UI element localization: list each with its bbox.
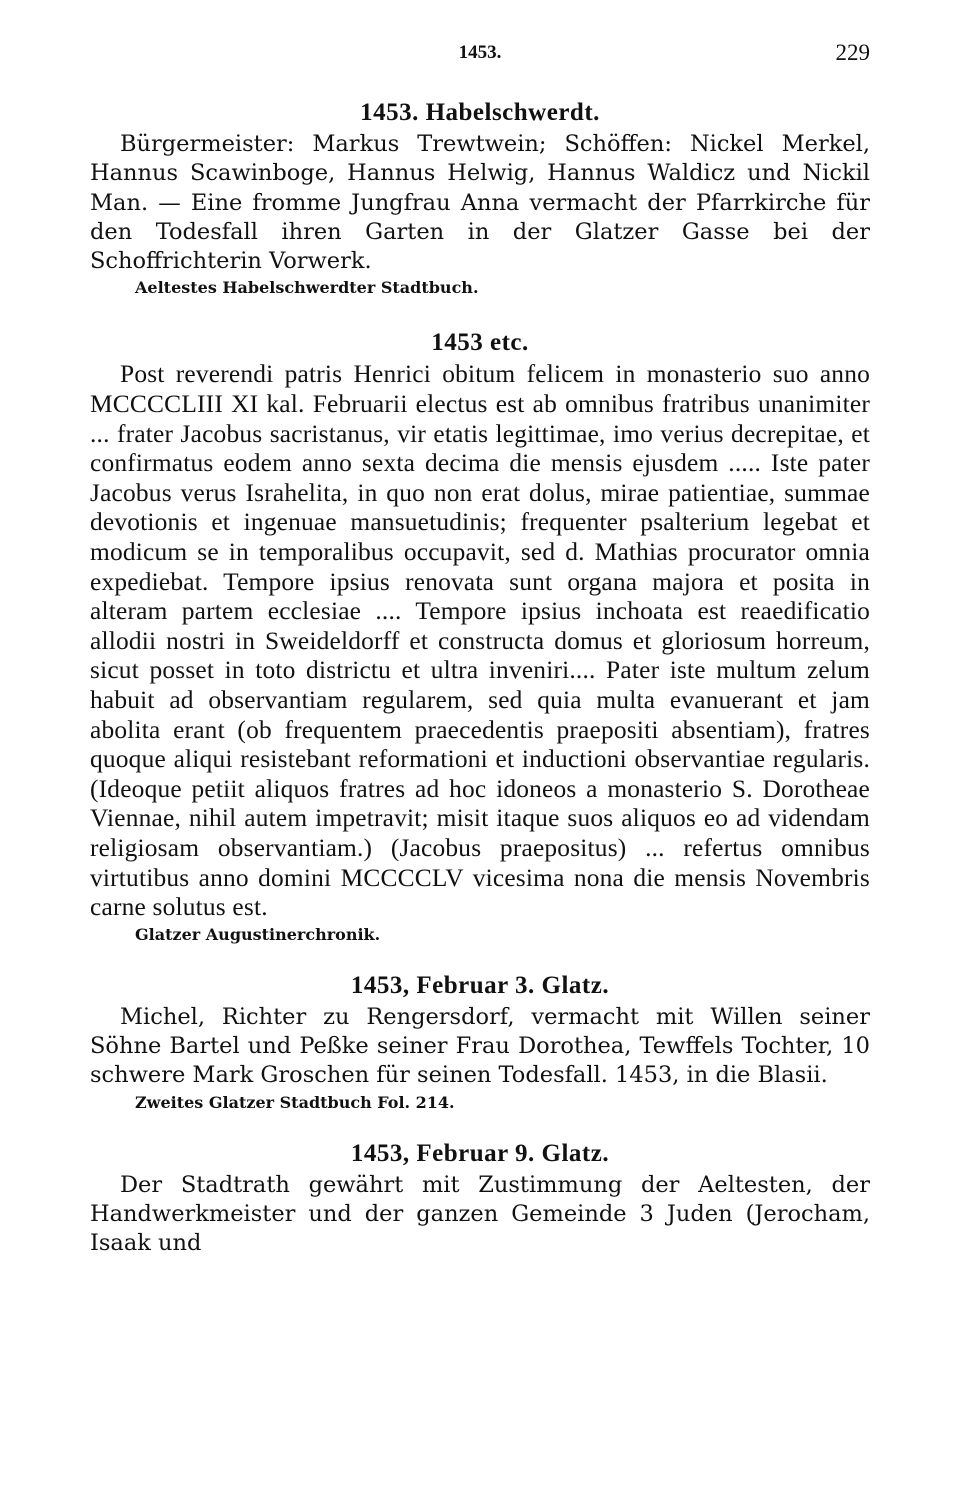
entry-text-habelschwerdt: Bürgermeister: Markus Trewtwein; Schöffen: Nickel Merkel, Hannus Scawinboge, Hannus Helwig, Hannus Waldicz und Nickil Man. — Eine fromme Jungfrau Anna vermacht der Pfarrkirche für den Todesfall ihren Garten in der Glatzer Gasse bei der Schoffrichterin Vorwerk.: [90, 131, 870, 275]
entry-heading-habelschwerdt: 1453. Habelschwerdt.: [360, 99, 600, 126]
entry-heading-februar-3: 1453, Februar 3. Glatz.: [350, 971, 610, 999]
source-citation-februar-3: Zweites Glatzer Stadtbuch Fol. 214.: [135, 1092, 455, 1112]
entry-text-1453-etc: Post reverendi patris Henrici obitum felicem in monasterio suo anno MCCCCLIII XI kal. Februarii electus est ab omnibus fratribus unanimiter ... frater Jacobus sacristanus, vir etatis legittimae, imo verius decrepitae, et confirmatus eodem anno sexta decima die mensis ejusdem ..... Iste pater Jacobus verus Israhelita, in quo non erat dolus, mirae patientiae, summae devotionis et ingenuae mansuetudinis; frequenter psalterium legebat et modicum se in temporalibus occupavit, sed d. Mathias procurator omnia expediebat. Tempore ipsius renovata sunt organa majora et posita in alteram partem ecclesiae .... Tempore ipsius inchoata est reaedificatio allodii nostri in Sweideldorff et constructa domus et gloriosum horreum, sicut posset in toto districtu et ultra inveniri.... Pater iste multum zelum habuit ad observantiam regularem, sed quia multa evanuerant et jam abolita erant (ob frequentem praecedentis praepositi absentiam), fratres quoque aliqui resistebant reformationi et inductioni observantiae regularis. (Ideoque petiit aliquos fratres ad hoc idoneos a monasterio S. Dorotheae Viennae, nihil autem impetravit; misit itaque suos aliquos eo ad videndam religiosam observantiam.) (Jacobus praepositus) ... refertus omnibus virtutibus anno domini MCCCCLV vicesima nona die mensis Novembris carne solutus est.: [90, 360, 870, 922]
running-head: 1453.: [458, 42, 502, 63]
page-header: [90, 30, 870, 72]
page-number: 229: [835, 40, 870, 65]
source-citation-habelschwerdt: Aeltestes Habelschwerdter Stadtbuch.: [135, 278, 479, 298]
source-citation-1453-etc: Glatzer Augustinerchronik.: [135, 924, 381, 944]
entry-text-februar-3: Michel, Richter zu Rengersdorf, vermacht mit Willen seiner Söhne Bartel und Peßke seiner Frau Dorothea, Tewffels Tochter, 10 schwere Mark Groschen für seinen Todesfall. 1453, in die Blasii.: [90, 1003, 870, 1089]
entry-heading-1453-etc: 1453 etc.: [431, 329, 529, 357]
entry-text-februar-9: Der Stadtrath gewährt mit Zustimmung der Aeltesten, der Handwerkmeister und der ganzen Gemeinde 3 Juden (Jerocham, Isaak und: [90, 1171, 870, 1257]
entry-heading-februar-9: 1453, Februar 9. Glatz.: [350, 1139, 610, 1167]
document-page: [90, 30, 870, 1259]
